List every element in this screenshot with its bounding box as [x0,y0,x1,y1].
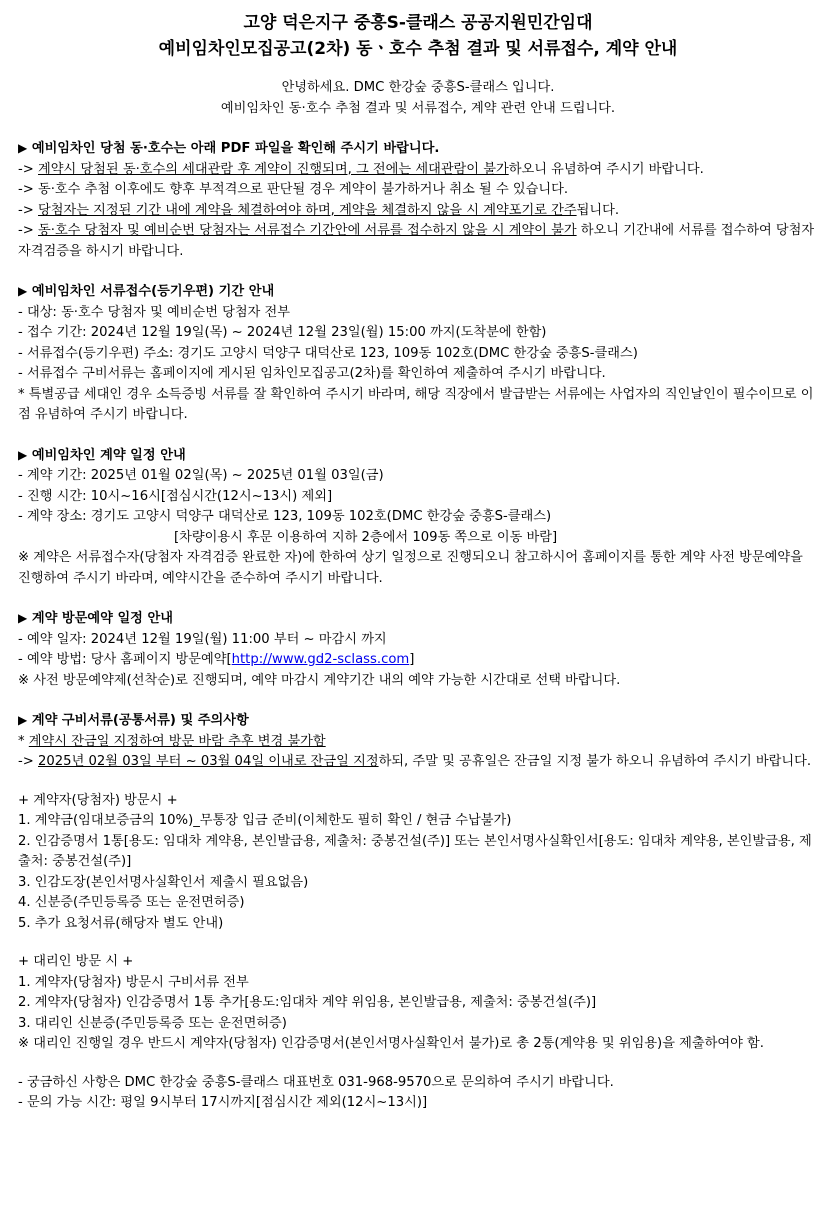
agent-doc-item: 3. 대리인 신분증(주민등록증 또는 운전면허증) [18,1015,287,1031]
balance-date-note [18,732,818,753]
contractor-doc-item: 5. 추가 요청서류(해당자 별도 안내) [18,915,224,931]
section-visit-reservation-heading [18,608,818,630]
contract-schedule-item: - 계약 장소: 경기도 고양시 덕양구 대덕산로 123, 109동 102호(DMC 한강숲 중흥S-클래스) [18,509,552,524]
contract-schedule-note: ※ 계약은 서류접수자(당첨자 자격검증 완료한 자)에 한하여 상기 일정으로 진행되오니 참고하시어 홈페이지를 통한 계약 사전 방문예약을 진행하여 주시기 바라며, 예약시간을 준수하여 주시기 바랍니다. [18,550,803,586]
balance-date-range [18,752,818,773]
underlined-text: 계약시 당첨된 동·호수의 세대관람 후 계약이 진행되며, 그 전에는 세대관람이 불가 [38,161,509,177]
section-heading-text: 예비임차인 서류접수(등기우편) 기간 안내 [31,284,275,299]
contact-hours: - 문의 가능 시간: 평일 9시부터 17시까지[점심시간 제외(12시~13시)] [18,1095,428,1110]
reservation-method [18,650,818,671]
underlined-text: 2025년 02월 03일 부터 ~ 03월 04일 이내로 잔금일 지정 [38,754,379,769]
section-documents-heading [18,281,818,303]
section-heading-text: 예비임차인 당첨 동·호수는 아래 PDF 파일을 확인해 주시기 바랍니다. [31,141,440,156]
section-heading-text: 계약 구비서류(공통서류) 및 주의사항 [31,713,249,728]
contractor-doc-item: 4. 신분증(주민등록증 또는 운전면허증) [18,895,245,910]
notice-title-line2: 예비임차인모집공고(2차) 동ㆍ호수 추첨 결과 및 서류접수, 계약 안내 [158,39,678,59]
agent-note: ※ 대리인 진행일 경우 반드시 계약자(당첨자) 인감증명서(본인서명사실확인서 불가)로 총 2통(계약용 및 위임용)을 제출하여야 함. [18,1036,764,1051]
section-heading-text: 예비임차인 계약 일정 안내 [31,447,186,463]
homepage-link[interactable]: http://www.gd2-sclass.com [231,652,410,667]
contractor-doc-item: 1. 계약금(임대보증금의 10%)_무통장 입금 준비(이체한도 필히 확인 / 현금 수납불가) [18,813,512,828]
contractor-doc-item: 3. 인감도장(본인서명사실확인서 제출시 필요없음) [18,874,309,890]
documents-item: - 대상: 동·호수 당첨자 및 예비순번 당첨자 전부 [18,304,291,320]
documents-item: - 접수 기간: 2024년 12월 19일(목) ~ 2024년 12월 23일(월) 15:00 까지(도착분에 한함) [18,325,547,340]
documents-item: - 서류접수(등기우편) 주소: 경기도 고양시 덕양구 대덕산로 123, 109동 102호(DMC 한강숲 중흥S-클래스) [18,345,638,361]
section-contract-schedule-heading [18,445,818,467]
greeting-line2: 예비임차인 동·호수 추첨 결과 및 서류접수, 계약 관련 안내 드립니다. [220,101,616,116]
underlined-text: 동·호수 당첨자 및 예비순번 당첨자는 서류접수 기간안에 서류를 접수하지 않을 시 계약이 불가 [38,223,577,238]
note-text: 하되, 주말 및 공휴일은 잔금일 지정 불가 하오니 유념하여 주시기 바랍니다. [378,754,812,769]
note-text: 하오니 기간내에 서류를 접수하여 당첨자 자격검증을 하시기 바랍니다. [18,223,815,259]
winner-note-1 [18,160,818,181]
underlined-text: 당첨자는 지정된 기간 내에 계약을 체결하여야 하며, 계약을 체결하지 않을 시 계약포기로 간주 [38,202,577,218]
underlined-text: 계약시 잔금일 지정하여 방문 바람 추후 변경 불가함 [28,733,326,749]
winner-note-4 [18,221,818,262]
parking-directions: [차량이용시 후문 이용하여 지하 2층에서 109동 쪽으로 이동 바람] [174,529,558,545]
agent-doc-item: 1. 계약자(당첨자) 방문시 구비서류 전부 [18,974,249,990]
winner-note-3 [18,201,818,222]
agent-visit-heading: + 대리인 방문 시 + [18,954,134,969]
arrow-prefix: -> [18,223,39,238]
bracket-close: ] [409,652,415,667]
section-required-docs-heading [18,710,818,732]
greeting-line1: 안녕하세요. DMC 한강숲 중흥S-클래스 입니다. [281,80,555,95]
documents-item: - 서류접수 구비서류는 홈페이지에 게시된 임차인모집공고(2차)를 확인하여 제출하여 주시기 바랍니다. [18,366,606,381]
spacer [18,934,818,952]
greeting [18,77,818,119]
reservation-note: ※ 사전 방문예약제(선착순)로 진행되며, 예약 마감시 계약기간 내의 예약 가능한 시간대로 선택 바랍니다. [18,672,621,688]
reservation-method-text: - 예약 방법: 당사 홈페이지 방문예약[ [18,652,232,667]
note-text: 하오니 유념하여 주시기 바랍니다. [508,161,704,177]
contract-schedule-item: - 계약 기간: 2025년 01월 02일(목) ~ 2025년 01월 03일(금) [18,468,384,483]
contact-info: - 궁금하신 사항은 DMC 한강숲 중흥S-클래스 대표번호 031-968-9570으로 문의하여 주시기 바랍니다. [18,1074,614,1090]
section-winner-heading [18,138,818,160]
contractor-visit-heading: + 계약자(당첨자) 방문시 + [18,792,178,808]
star-prefix: * [18,733,29,749]
arrow-prefix: -> [18,161,39,177]
contract-schedule-item: - 진행 시간: 10시~16시[점심시간(12시~13시) 제외] [18,488,333,504]
section-heading-text: 계약 방문예약 일정 안내 [31,611,173,626]
triangle-marker-icon: ▶ [18,611,28,625]
documents-note: * 특별공급 세대인 경우 소득증빙 서류를 잘 확인하여 주시기 바라며, 해당 직장에서 발급받는 서류에는 사업자의 직인날인이 필수이므로 이점 유념하여 주시기 바랍니다. [18,386,814,422]
spacer [18,773,818,791]
contractor-doc-item: 2. 인감증명서 1통[용도: 임대차 계약용, 본인발급용, 제출처: 중봉건설(주)] 또는 본인서명사실확인서[용도: 임대차 계약용, 본인발급용, 제출처: 중봉건설(주)] [18,833,812,869]
note-text: 됩니다. [576,202,620,218]
notice-title-line1: 고양 덕은지구 중흥S-클래스 공공지원민간임대 [243,13,593,33]
reservation-date: - 예약 일자: 2024년 12월 19일(월) 11:00 부터 ~ 마감시 까지 [18,631,387,647]
triangle-marker-icon: ▶ [18,447,28,462]
agent-doc-item: 2. 계약자(당첨자) 인감증명서 1통 추가[용도:임대차 계약 위임용, 본인발급용, 제출처: 중봉건설(주)] [18,995,597,1010]
triangle-marker-icon: ▶ [18,284,28,298]
spacer [18,1055,818,1073]
triangle-marker-icon: ▶ [18,141,28,155]
arrow-prefix: -> [18,754,39,769]
arrow-prefix: -> [18,202,39,218]
triangle-marker-icon: ▶ [18,713,28,727]
winner-note-2: -> 동·호수 추첨 이후에도 향후 부적격으로 판단될 경우 계약이 불가하거나 취소 될 수 있습니다. [18,182,569,197]
